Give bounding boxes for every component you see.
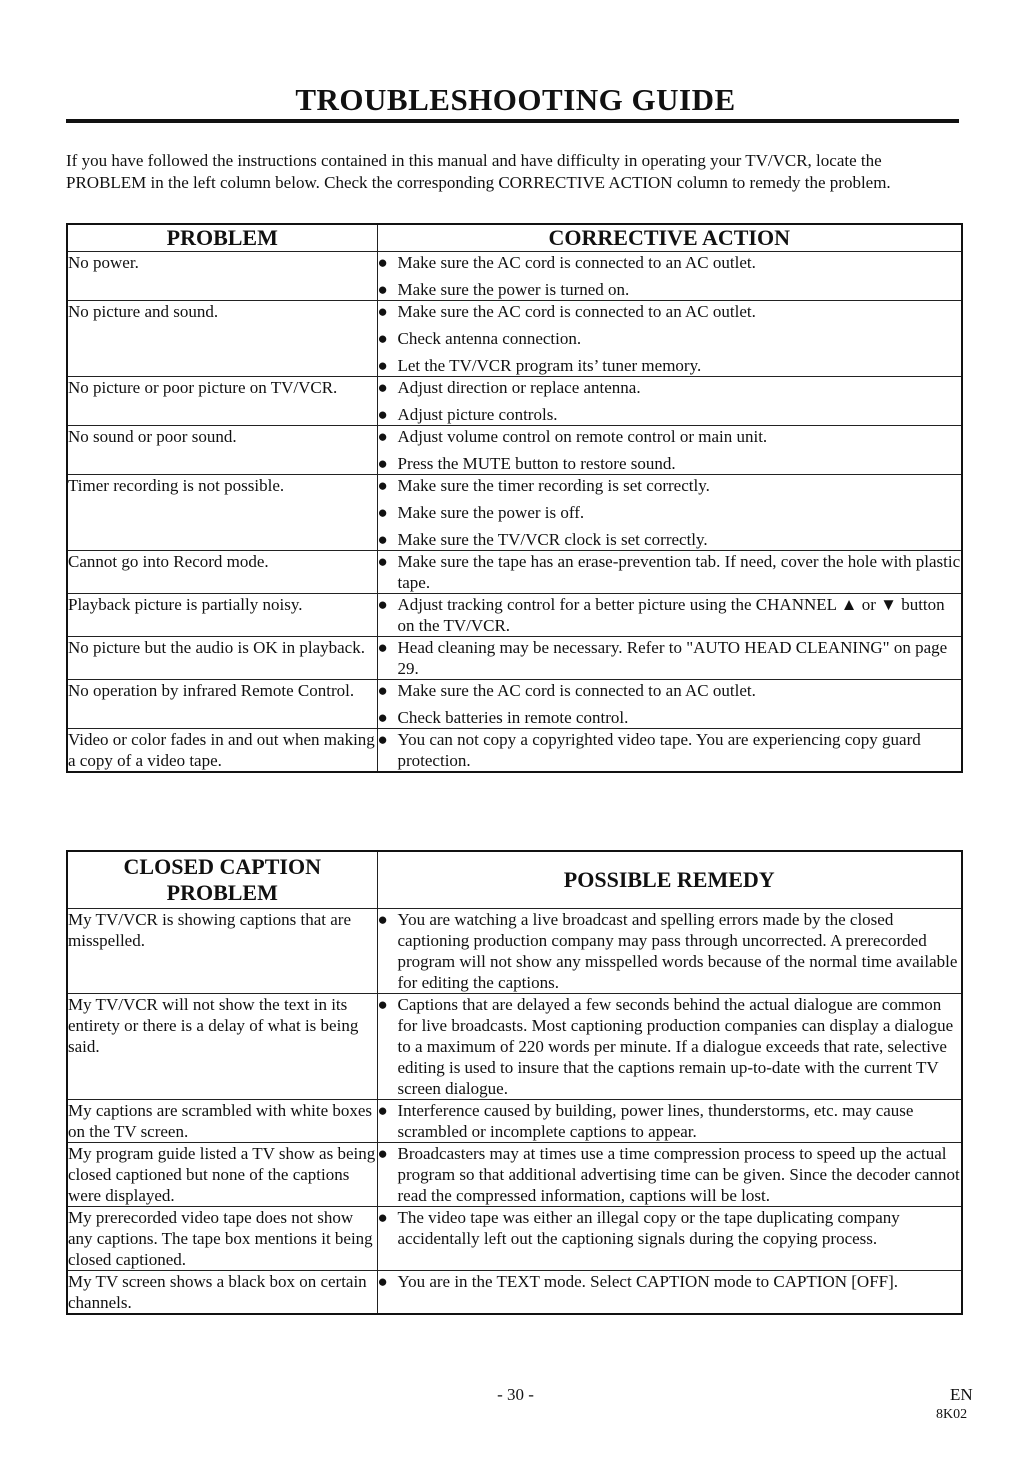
title-rule <box>66 119 959 123</box>
action-text: Make sure the TV/VCR clock is set correctly. <box>397 530 708 549</box>
action-cell <box>377 301 962 377</box>
bullet-icon: ● <box>377 280 388 299</box>
action-text: Adjust tracking control for a better picture using the CHANNEL ▲ or ▼ button on the TV/VCR. <box>397 595 945 635</box>
action-text: Check batteries in remote control. <box>397 708 629 727</box>
action-cell <box>377 729 962 773</box>
list-item <box>378 252 962 273</box>
action-text: Check antenna connection. <box>397 329 582 348</box>
bullet-icon: ● <box>377 503 388 522</box>
troubleshooting-table <box>66 223 963 773</box>
table-row <box>67 377 962 426</box>
list-item <box>378 1143 962 1206</box>
action-text: Adjust direction or replace antenna. <box>397 378 641 397</box>
bullet-icon: ● <box>377 552 388 571</box>
problem-cell: No picture and sound. <box>67 301 377 377</box>
table-row <box>67 301 962 377</box>
action-cell <box>377 551 962 594</box>
list-item <box>378 680 962 701</box>
action-text: Make sure the AC cord is connected to an AC outlet. <box>397 253 756 272</box>
list-item <box>378 729 962 771</box>
list-item <box>378 279 962 300</box>
action-text: You are watching a live broadcast and spelling errors made by the closed captioning production company may pass through uncorrected. A prerecorded program will not show any misspelled words because of the normal time available for editing the captions. <box>397 910 958 992</box>
problem-header: PROBLEM <box>67 224 377 252</box>
list-item <box>378 1100 962 1142</box>
intro-paragraph: If you have followed the instructions contained in this manual and have difficulty in operating your TV/VCR, locate the PROBLEM in the left column below. Check the corresponding CORRECTIVE ACTION column to remedy the problem. <box>66 151 891 192</box>
possible-remedy-header: POSSIBLE REMEDY <box>377 851 962 909</box>
action-cell <box>377 680 962 729</box>
list-item <box>378 1271 962 1292</box>
list-item <box>378 529 962 550</box>
bullet-icon: ● <box>377 595 388 614</box>
action-cell <box>377 426 962 475</box>
action-text: Head cleaning may be necessary. Refer to "AUTO HEAD CLEANING" on page 29. <box>397 638 948 678</box>
bullet-icon: ● <box>377 253 388 272</box>
list-item <box>378 909 962 993</box>
list-item <box>378 1207 962 1249</box>
problem-cell: My TV screen shows a black box on certain channels. <box>67 1271 377 1315</box>
list-item <box>378 994 962 1099</box>
bullet-icon: ● <box>377 302 388 321</box>
action-text: Adjust picture controls. <box>397 405 558 424</box>
problem-cell: My TV/VCR is showing captions that are misspelled. <box>67 909 377 994</box>
action-cell <box>377 994 962 1100</box>
table-row <box>67 729 962 773</box>
table-row <box>67 1100 962 1143</box>
problem-cell: My TV/VCR will not show the text in its entirety or there is a delay of what is being said. <box>67 994 377 1100</box>
problem-cell: Cannot go into Record mode. <box>67 551 377 594</box>
action-cell <box>377 1271 962 1315</box>
bullet-icon: ● <box>377 910 388 929</box>
problem-cell: Timer recording is not possible. <box>67 475 377 551</box>
action-text: The video tape was either an illegal copy or the tape duplicating company accidentally left out the captioning signals during the copying process. <box>397 1208 900 1248</box>
action-text: Captions that are delayed a few seconds behind the actual dialogue are common for live broadcasts. Most captioning production companies can display a dialogue to a maximum of 220 words per minute. If a dialogue exceeds that rate, selective editing is used to insure that the captions remain up-to-date with the current TV screen dialogue. <box>397 995 954 1098</box>
problem-cell: No sound or poor sound. <box>67 426 377 475</box>
bullet-icon: ● <box>377 427 388 446</box>
problem-cell: My prerecorded video tape does not show any captions. The tape box mentions it being closed captioned. <box>67 1207 377 1271</box>
problem-cell: Video or color fades in and out when making a copy of a video tape. <box>67 729 377 773</box>
table-row <box>67 426 962 475</box>
bullet-icon: ● <box>377 378 388 397</box>
bullet-icon: ● <box>377 1208 388 1227</box>
action-text: Make sure the timer recording is set correctly. <box>397 476 710 495</box>
bullet-icon: ● <box>377 454 388 473</box>
list-item <box>378 502 962 523</box>
page-number: - 30 - <box>497 1385 534 1404</box>
list-item <box>378 475 962 496</box>
bullet-icon: ● <box>377 329 388 348</box>
table-row <box>67 1143 962 1207</box>
action-text: Make sure the power is turned on. <box>397 280 630 299</box>
model-code: 8K02 <box>936 1407 968 1422</box>
action-text: Broadcasters may at times use a time compression process to speed up the actual program so that additional advertising time can be given. Since the decoder cannot read the compressed information, captions will be lost. <box>397 1144 960 1205</box>
closed-caption-problem-header: CLOSED CAPTION PROBLEM <box>67 851 377 909</box>
table-row <box>67 1207 962 1271</box>
action-text: Let the TV/VCR program its’ tuner memory. <box>397 356 702 375</box>
list-item <box>378 355 962 376</box>
problem-cell: No power. <box>67 252 377 301</box>
list-item <box>378 637 962 679</box>
action-text: Make sure the power is off. <box>397 503 585 522</box>
problem-cell: No picture but the audio is OK in playback. <box>67 637 377 680</box>
bullet-icon: ● <box>377 638 388 657</box>
bullet-icon: ● <box>377 530 388 549</box>
action-text: Make sure the tape has an erase-prevention tab. If need, cover the hole with plastic tape. <box>397 552 961 592</box>
action-cell <box>377 252 962 301</box>
bullet-icon: ● <box>377 1101 388 1120</box>
action-cell <box>377 594 962 637</box>
bullet-icon: ● <box>377 730 388 749</box>
bullet-icon: ● <box>377 1144 388 1163</box>
problem-cell: My captions are scrambled with white boxes on the TV screen. <box>67 1100 377 1143</box>
action-text: Press the MUTE button to restore sound. <box>397 454 676 473</box>
list-item <box>378 426 962 447</box>
action-cell <box>377 909 962 994</box>
table-row <box>67 1271 962 1315</box>
action-cell <box>377 475 962 551</box>
action-cell <box>377 637 962 680</box>
corrective-action-header: CORRECTIVE ACTION <box>377 224 962 252</box>
action-text: Adjust volume control on remote control or main unit. <box>397 427 768 446</box>
bullet-icon: ● <box>377 681 388 700</box>
action-cell <box>377 1207 962 1271</box>
problem-cell: Playback picture is partially noisy. <box>67 594 377 637</box>
list-item <box>378 551 962 593</box>
action-text: You are in the TEXT mode. Select CAPTION mode to CAPTION [OFF]. <box>397 1272 899 1291</box>
troubleshooting-rows <box>67 252 962 773</box>
table-row <box>67 680 962 729</box>
action-text: Make sure the AC cord is connected to an AC outlet. <box>397 302 756 321</box>
table-row <box>67 551 962 594</box>
closed-caption-rows <box>67 909 962 1315</box>
language-code: EN <box>950 1385 973 1404</box>
table-row <box>67 909 962 994</box>
table-row <box>67 994 962 1100</box>
list-item <box>378 404 962 425</box>
table-row <box>67 475 962 551</box>
problem-cell: No picture or poor picture on TV/VCR. <box>67 377 377 426</box>
action-text: Interference caused by building, power lines, thunderstorms, etc. may cause scrambled or incomplete captions to appear. <box>397 1101 914 1141</box>
list-item <box>378 377 962 398</box>
list-item <box>378 301 962 322</box>
table-row <box>67 637 962 680</box>
list-item <box>378 707 962 728</box>
bullet-icon: ● <box>377 356 388 375</box>
action-text: You can not copy a copyrighted video tape. You are experiencing copy guard protection. <box>397 730 921 770</box>
action-cell <box>377 1100 962 1143</box>
problem-cell: My program guide listed a TV show as being closed captioned but none of the captions were displayed. <box>68 1144 376 1205</box>
table-row <box>67 594 962 637</box>
bullet-icon: ● <box>377 476 388 495</box>
table-row <box>67 252 962 301</box>
action-cell <box>377 1143 962 1207</box>
list-item <box>378 453 962 474</box>
bullet-icon: ● <box>377 1272 388 1291</box>
closed-caption-table <box>66 850 963 1315</box>
action-cell <box>377 377 962 426</box>
list-item <box>378 328 962 349</box>
problem-cell: No operation by infrared Remote Control. <box>67 680 377 729</box>
list-item <box>378 594 962 636</box>
bullet-icon: ● <box>377 708 388 727</box>
bullet-icon: ● <box>377 995 388 1014</box>
action-text: Make sure the AC cord is connected to an AC outlet. <box>397 681 756 700</box>
bullet-icon: ● <box>377 405 388 424</box>
page-title: TROUBLESHOOTING GUIDE <box>295 82 736 117</box>
